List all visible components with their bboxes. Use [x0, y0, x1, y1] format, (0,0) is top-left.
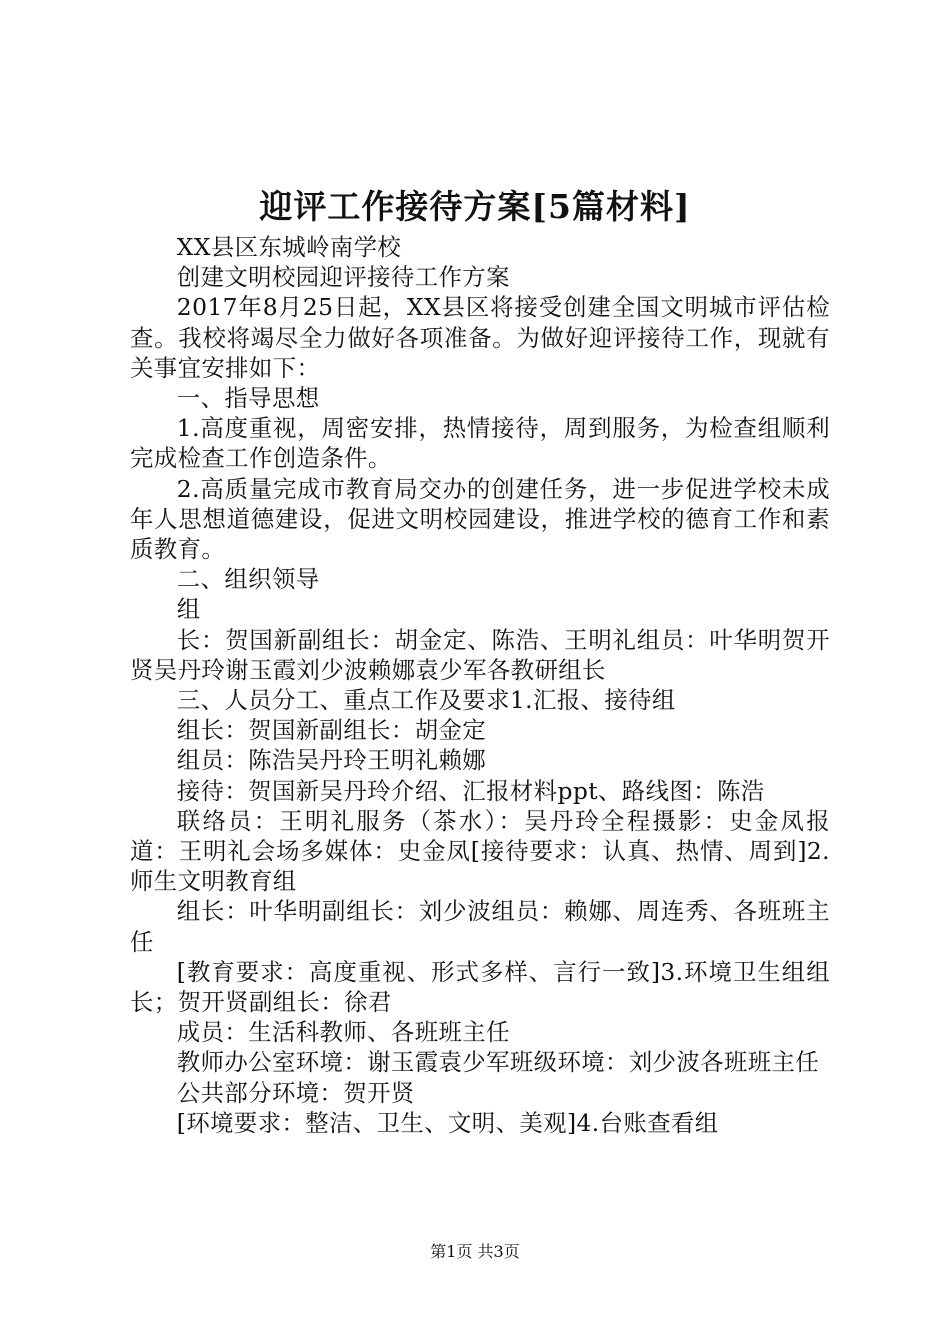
paragraph-education-group: 组长：叶华明副组长：刘少波组员：赖娜、周连秀、各班班主任: [130, 897, 830, 956]
paragraph-environment-requirements: [环境要求：整洁、卫生、文明、美观]4.台账查看组: [176, 1108, 719, 1137]
paragraph-public-environment: 公共部分环境：贺开贤: [176, 1078, 415, 1107]
paragraph-group-label: 组: [176, 595, 201, 624]
document-title: 迎评工作接待方案[5篇材料]: [259, 187, 691, 226]
paragraph-leadership-members: 长：贺国新副组长：胡金定、陈浩、王明礼组员：叶华明贺开贤吴丹玲谢玉霞刘少波赖娜袁少军各教研组长: [130, 625, 830, 684]
paragraph-plan-title: 创建文明校园迎评接待工作方案: [176, 263, 510, 292]
section-heading-division: 三、人员分工、重点工作及要求1.汇报、接待组: [176, 686, 676, 715]
paragraph-intro: 2017年8月25日起，XX县区将接受创建全国文明城市评估检查。我校将竭尽全力做好各项准备。为做好迎评接待工作，现就有关事宜安排如下：: [130, 293, 830, 382]
section-heading-organization: 二、组织领导: [176, 565, 320, 594]
paragraph-office-environment: 教师办公室环境：谢玉霞袁少军班级环境：刘少波各班班主任: [176, 1048, 820, 1077]
page-number-footer: 第1页 共3页: [430, 1242, 520, 1261]
paragraph-liaison: 联络员：王明礼服务（茶水）：吴丹玲全程摄影：史金凤报道：王明礼会场多媒体：史金凤[接待要求：认真、热情、周到]2.师生文明教育组: [130, 806, 830, 896]
paragraph-guiding-item-2: 2.高质量完成市教育局交办的创建任务，进一步促进学校未成年人思想道德建设，促进文明校园建设，推进学校的德育工作和素质教育。: [130, 474, 830, 564]
paragraph-education-requirements: [教育要求：高度重视、形式多样、言行一致]3.环境卫生组组长；贺开贤副组长：徐君: [130, 957, 830, 1017]
paragraph-hygiene-members: 成员：生活科教师、各班班主任: [176, 1018, 510, 1047]
paragraph-reception-duty: 接待：贺国新吴丹玲介绍、汇报材料ppt、路线图：陈浩: [176, 776, 765, 805]
paragraph-reception-members: 组员：陈浩吴丹玲王明礼赖娜: [176, 746, 487, 775]
document-body: [130, 232, 830, 1138]
section-heading-guiding-thought: 一、指导思想: [176, 384, 320, 413]
paragraph-guiding-item-1: 1.高度重视，周密安排，热情接待，周到服务，为检查组顺利完成检查工作创造条件。: [130, 414, 830, 473]
paragraph-reception-leaders: 组长：贺国新副组长：胡金定: [176, 716, 487, 745]
paragraph-school-name: XX县区东城岭南学校: [176, 233, 402, 261]
